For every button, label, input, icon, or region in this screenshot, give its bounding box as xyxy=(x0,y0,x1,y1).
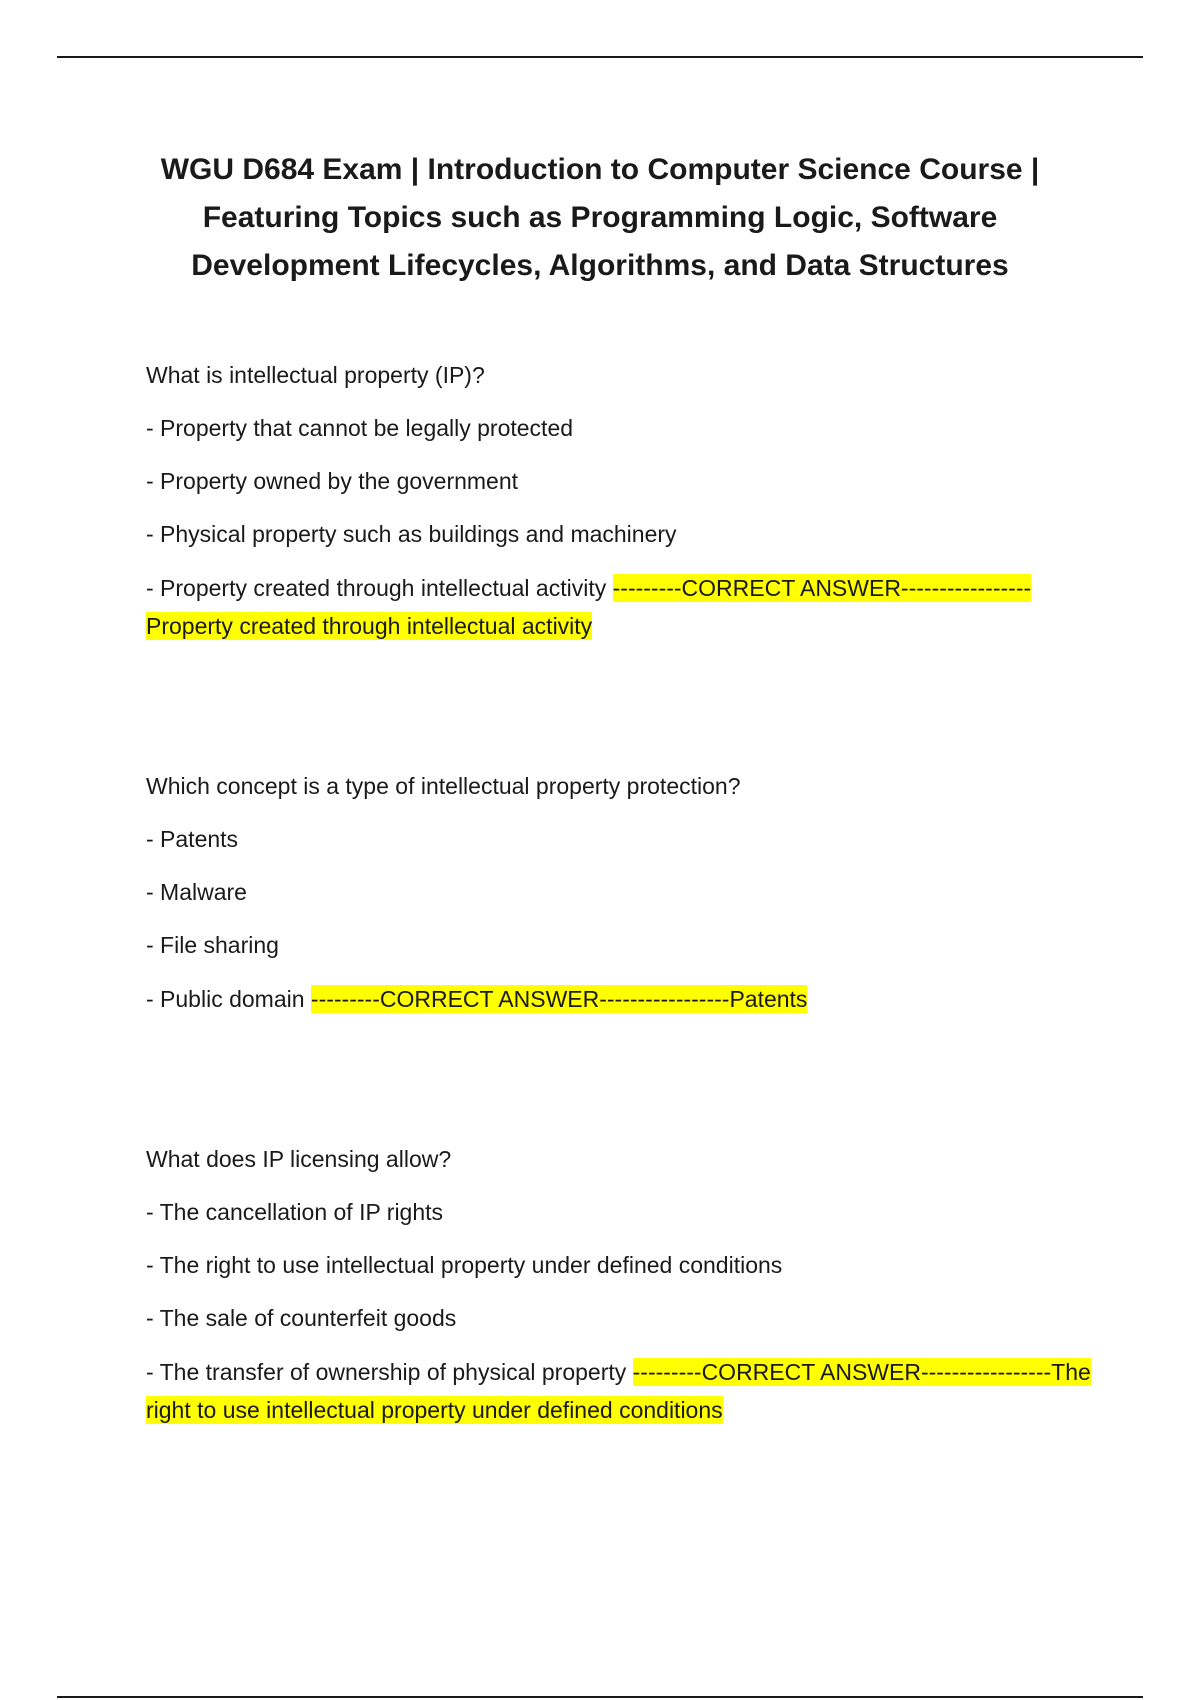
correct-answer-text: Property created through intellectual activity xyxy=(146,613,593,639)
answer-option-last xyxy=(146,972,1106,1033)
bottom-divider xyxy=(57,1696,1143,1698)
question-block xyxy=(146,1133,1106,1423)
document-title: WGU D684 Exam | Introduction to Computer Science Course | Featuring Topics such as Programming Logic, Software Development Lifecycles, Algorithms, and Data Structures xyxy=(160,153,1040,282)
answer-option-text: - Public domain xyxy=(146,986,305,1012)
question-block xyxy=(146,349,1106,639)
answer-option: - The cancellation of IP rights xyxy=(146,1199,444,1225)
answer-option-text: - Property created through intellectual activity xyxy=(146,575,607,601)
answer-option: - The sale of counterfeit goods xyxy=(146,1305,457,1331)
answer-option: - Property owned by the government xyxy=(146,468,519,494)
question-block xyxy=(146,760,1106,1033)
correct-answer-text: The right to use intellectual property under defined conditions xyxy=(146,1359,1091,1423)
answer-option: - Patents xyxy=(146,826,239,852)
top-divider xyxy=(57,56,1143,58)
correct-answer-marker: ---------CORRECT ANSWER----------------- xyxy=(612,575,1032,601)
answer-option-last xyxy=(146,1345,1106,1423)
correct-answer-marker: ---------CORRECT ANSWER----------------- xyxy=(310,986,730,1012)
question-text: What is intellectual property (IP)? xyxy=(146,362,485,388)
answer-option: - File sharing xyxy=(146,932,279,958)
question-text: What does IP licensing allow? xyxy=(146,1146,452,1172)
answer-option-text: - The transfer of ownership of physical property xyxy=(146,1359,627,1385)
question-text: Which concept is a type of intellectual property protection? xyxy=(146,773,741,799)
correct-answer-text: Patents xyxy=(729,986,808,1012)
answer-option: - The right to use intellectual property under defined conditions xyxy=(146,1252,783,1278)
correct-answer-highlight xyxy=(311,985,808,1013)
answer-option: - Malware xyxy=(146,879,247,905)
answer-option-last xyxy=(146,561,1106,639)
answer-option: - Physical property such as buildings and machinery xyxy=(146,521,677,547)
correct-answer-marker: ---------CORRECT ANSWER----------------- xyxy=(632,1359,1052,1385)
answer-option: - Property that cannot be legally protected xyxy=(146,415,574,441)
